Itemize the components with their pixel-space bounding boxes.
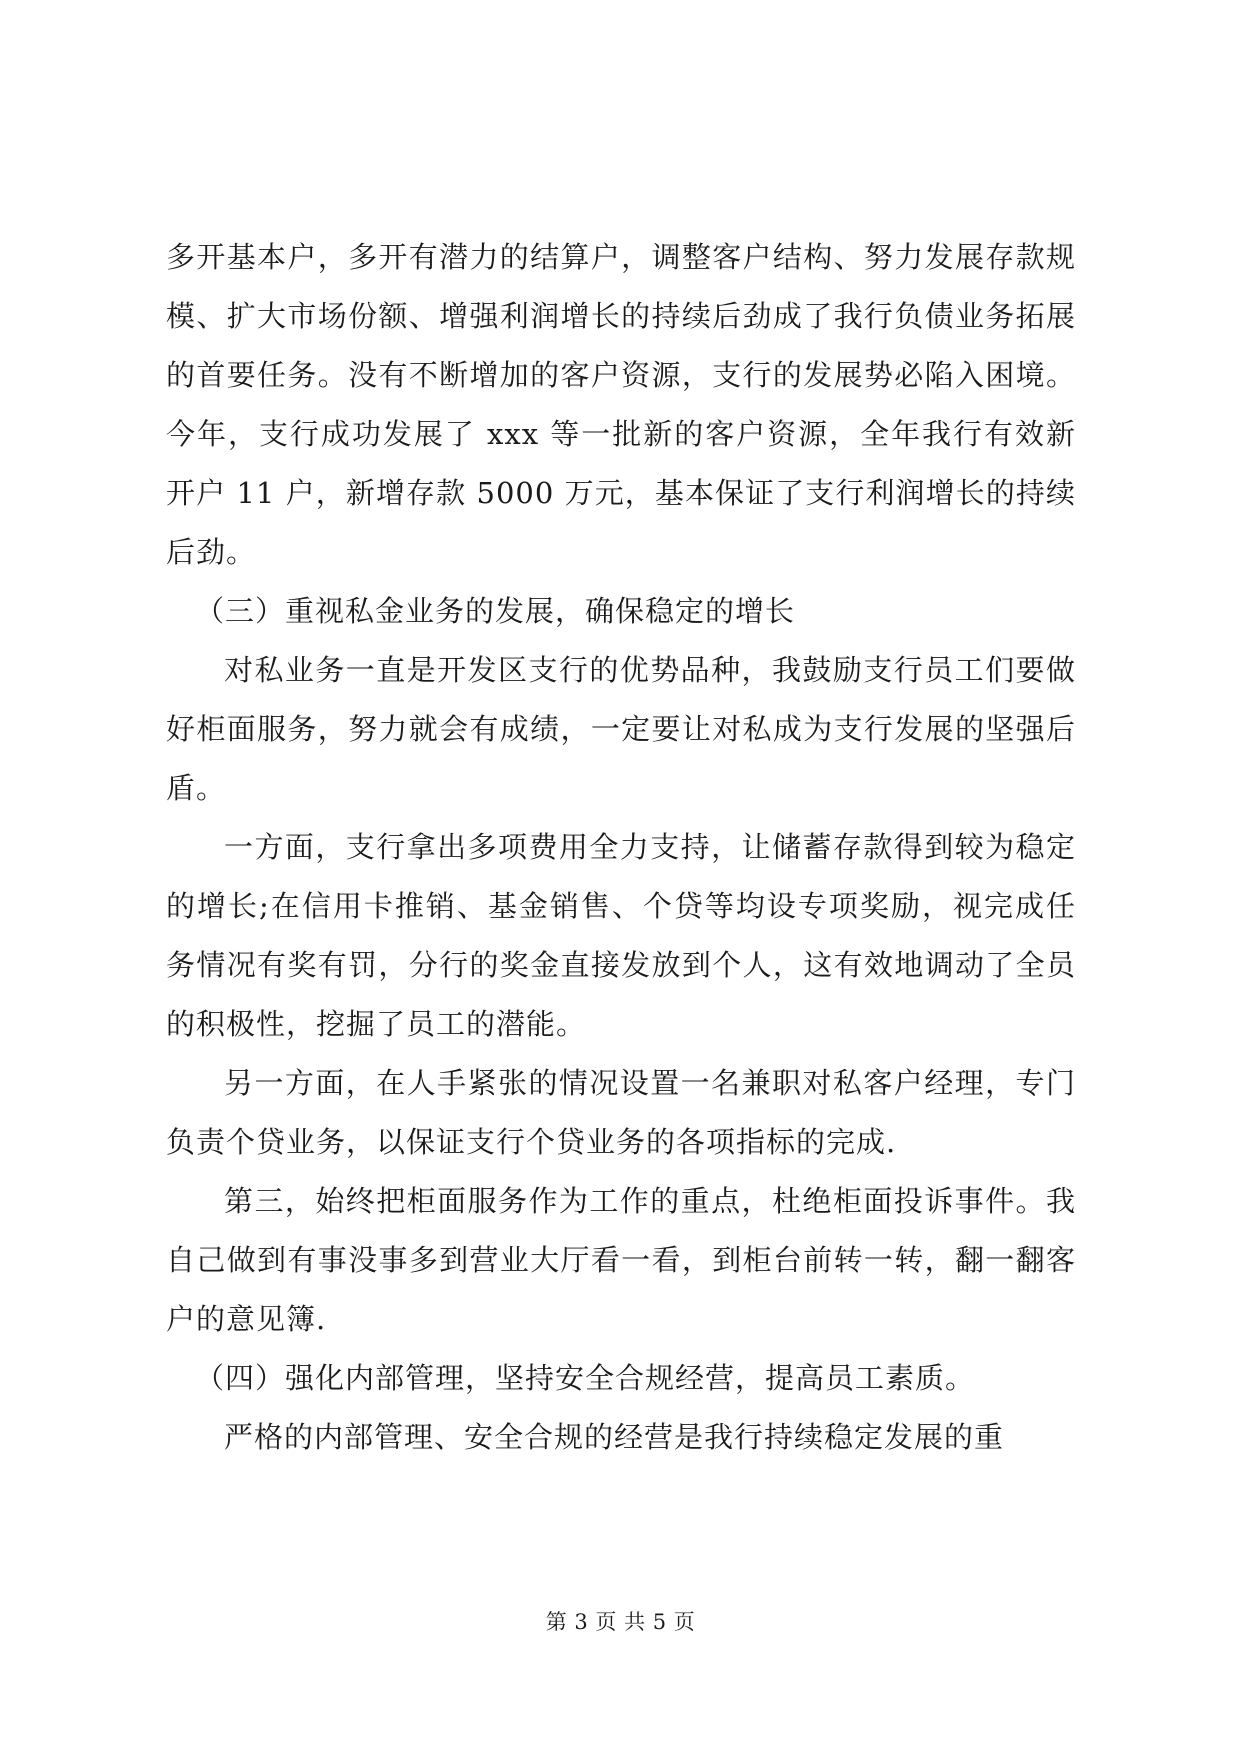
section-heading-3: （三）重视私金业务的发展，确保稳定的增长: [195, 594, 796, 628]
section-heading-4: （四）强化内部管理，坚持安全合规经营，提高员工素质。: [195, 1361, 976, 1395]
paragraph-private-business: 对私业务一直是开发区支行的优势品种，我鼓励支行员工们要做好柜面服务，努力就会有成绩，一定要让对私成为支行发展的坚强后盾。: [166, 653, 1076, 805]
document-body: [166, 228, 1076, 1467]
paragraph-continuation: 多开基本户，多开有潜力的结算户，调整客户结构、努力发展存款规模、扩大市场份额、增强利润增长的持续后劲成了我行负债业务拓展的首要任务。没有不断增加的客户资源，支行的发展势必陷入困境。今年，支行成功发展了 xxx 等一批新的客户资源，全年我行有效新开户 11 户，新增存款 5000 万元，基本保证了支行利润增长的持续后劲。: [166, 240, 1076, 569]
paragraph-other-aspect: 另一方面，在人手紧张的情况设置一名兼职对私客户经理，专门负责个贷业务，以保证支行个贷业务的各项指标的完成.: [166, 1066, 1076, 1159]
page-footer: 第 3 页 共 5 页: [545, 1610, 696, 1634]
paragraph-one-aspect: 一方面，支行拿出多项费用全力支持，让储蓄存款得到较为稳定的增长;在信用卡推销、基金销售、个贷等均设专项奖励，视完成任务情况有奖有罚，分行的奖金直接发放到个人，这有效地调动了全员的积极性，挖掘了员工的潜能。: [166, 830, 1076, 1041]
paragraph-third: 第三，始终把柜面服务作为工作的重点，杜绝柜面投诉事件。我自己做到有事没事多到营业大厅看一看，到柜台前转一转，翻一翻客户的意见簿.: [166, 1184, 1076, 1336]
paragraph-internal-management: 严格的内部管理、安全合规的经营是我行持续稳定发展的重: [224, 1420, 1005, 1454]
